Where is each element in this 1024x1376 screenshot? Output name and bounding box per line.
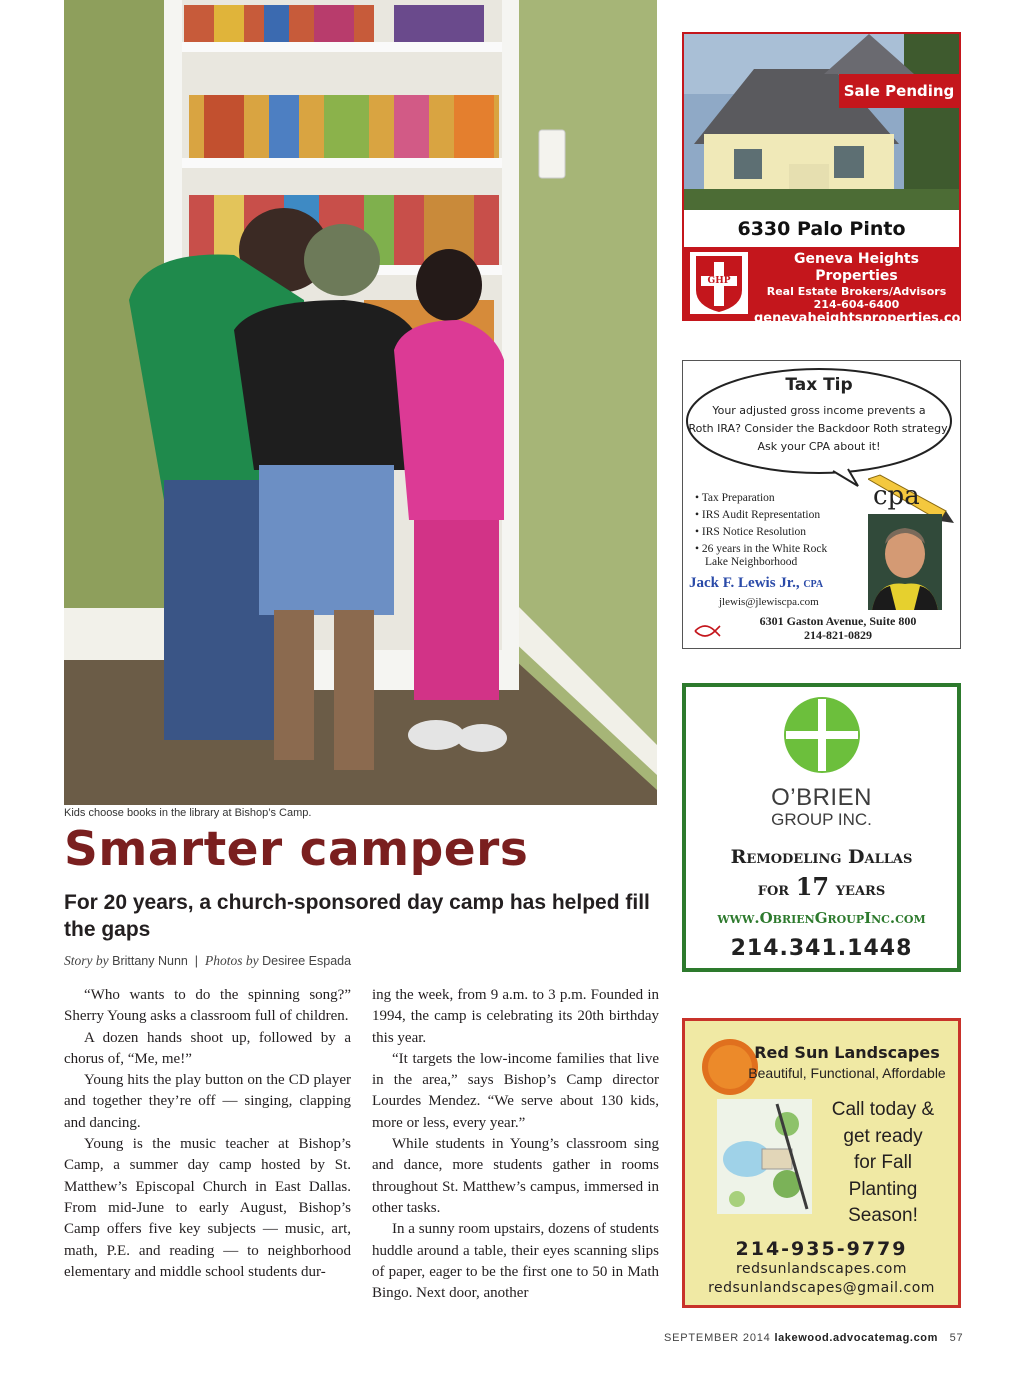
footer-issue: SEPTEMBER 2014 [664,1332,771,1344]
ad-obrien-group[interactable] [682,683,961,972]
footer-site[interactable]: lakewood.advocatemag.com [774,1332,938,1344]
company-phone[interactable]: 214-935-9779 [735,1238,908,1260]
company-name-line2: GROUP INC. [771,810,872,829]
fish-icon [693,623,721,639]
company-logo-text [686,785,957,829]
tip-body: Your adjusted gross income prevents a Roth IRA? Consider the Backdoor Roth strategy. Ask your CPA about it! [688,404,950,453]
paragraph: “It targets the low-income families that live in the area,” says Bishop’s Camp director Lourdes Mendez. “We serve about 130 kids, more or less, every year.” [372,1050,659,1131]
portrait-photo [868,514,942,610]
office-address: 6301 Gaston Avenue, Suite 800 [759,614,917,628]
byline-separator: | [194,954,199,968]
paragraph: ing the week, from 9 a.m. to 3 p.m. Founded in 1994, the camp is celebrating its 20th birthday this year. [372,987,659,1046]
paragraph: While students in Young’s classroom sing and dance, more students gather in rooms throughout St. Matthew’s campus, immersed in other tasks. [372,1136,659,1216]
body-column-2 [372,985,659,1304]
paragraph: Young hits the play button on the CD player and together they’re off — singing, clapping and dancing. [64,1072,351,1131]
company-name: Red Sun Landscapes [754,1043,940,1062]
service-text: Remodeling Dallas for 17 years [730,846,913,901]
office-contact [723,614,953,642]
byline-story-label: Story by [64,953,109,968]
company-website[interactable]: genevaheightsproperties.com [754,311,975,326]
house-photo [684,34,959,210]
paragraph: In a sunny room upstairs, dozens of students huddle around a table, their eyes scanning slips of paper, eager to be the first one to 50 in Math Bingo. Next door, another [372,1221,659,1302]
paragraph: “Who wants to do the spinning song?” Sherry Young asks a classroom full of children. [64,987,351,1025]
company-tagline: Real Estate Brokers/Advisors [766,285,947,298]
services-list: • Tax Preparation • IRS Audit Representation • IRS Notice Resolution • 26 years in the White Rock Lake Neighborhood [695,492,828,568]
byline-story-name: Brittany Nunn [112,954,188,968]
cpa-logo: cpa [873,481,920,511]
call-to-action: Call today & get ready for Fall Planting Season! [831,1099,935,1226]
company-website[interactable]: www.ObrienGroupInc.com [717,909,926,927]
company-phone[interactable]: 214-604-6400 [813,298,900,311]
paragraph: A dozen hands shoot up, followed by a chorus of, “Me, me!” [64,1029,351,1067]
ad-jack-lewis-cpa[interactable] [682,360,961,649]
byline [64,953,351,969]
photo-caption: Kids choose books in the library at Bishop’s Camp. [64,807,312,819]
sale-pending-badge: Sale Pending [839,74,959,108]
clover-logo-icon [782,695,862,775]
headline: Smarter campers [64,822,529,877]
ad-red-sun-landscapes[interactable] [682,1018,961,1308]
byline-photo-name: Desiree Espada [262,954,352,968]
ghp-logo: GHP [690,252,748,314]
page-footer [664,1332,963,1344]
landscape-plan-illustration [717,1099,812,1214]
deck: For 20 years, a church-sponsored day camp has helped fill the gaps [64,891,650,941]
company-tagline: Beautiful, Functional, Affordable [748,1065,946,1081]
company-name: Geneva Heights Properties [794,251,919,284]
company-website[interactable]: redsunlandscapes.com [736,1261,907,1277]
company-phone[interactable]: 214.341.1448 [730,936,913,961]
body-column-1 [64,985,351,1283]
ad-geneva-heights[interactable] [682,32,975,326]
accountant-email[interactable]: jlewis@jlewiscpa.com [719,596,819,608]
person-portrait-icon [868,514,942,610]
byline-photo-label: Photos by [205,953,259,968]
page-number: 57 [949,1332,964,1344]
office-phone[interactable]: 214-821-0829 [804,628,872,642]
tip-title: Tax Tip [785,375,853,395]
listing-address: 6330 Palo Pinto [737,218,906,240]
article-photo [64,0,657,805]
company-name-line1: O’BRIEN [771,784,872,811]
company-email[interactable]: redsunlandscapes@gmail.com [708,1280,935,1296]
accountant-name: Jack F. Lewis Jr., CPA [689,575,824,591]
paragraph: Young is the music teacher at Bishop’s Camp, a summer day camp hosted by St. Matthew’s Episcopal Church in East Dallas. From mid-June to early August, Bishop’s Camp offers five key subjects — music, art, math, P.E. and reading — to neighborhood elementary and middle school students dur- [64,1136,351,1280]
company-info [754,251,975,327]
